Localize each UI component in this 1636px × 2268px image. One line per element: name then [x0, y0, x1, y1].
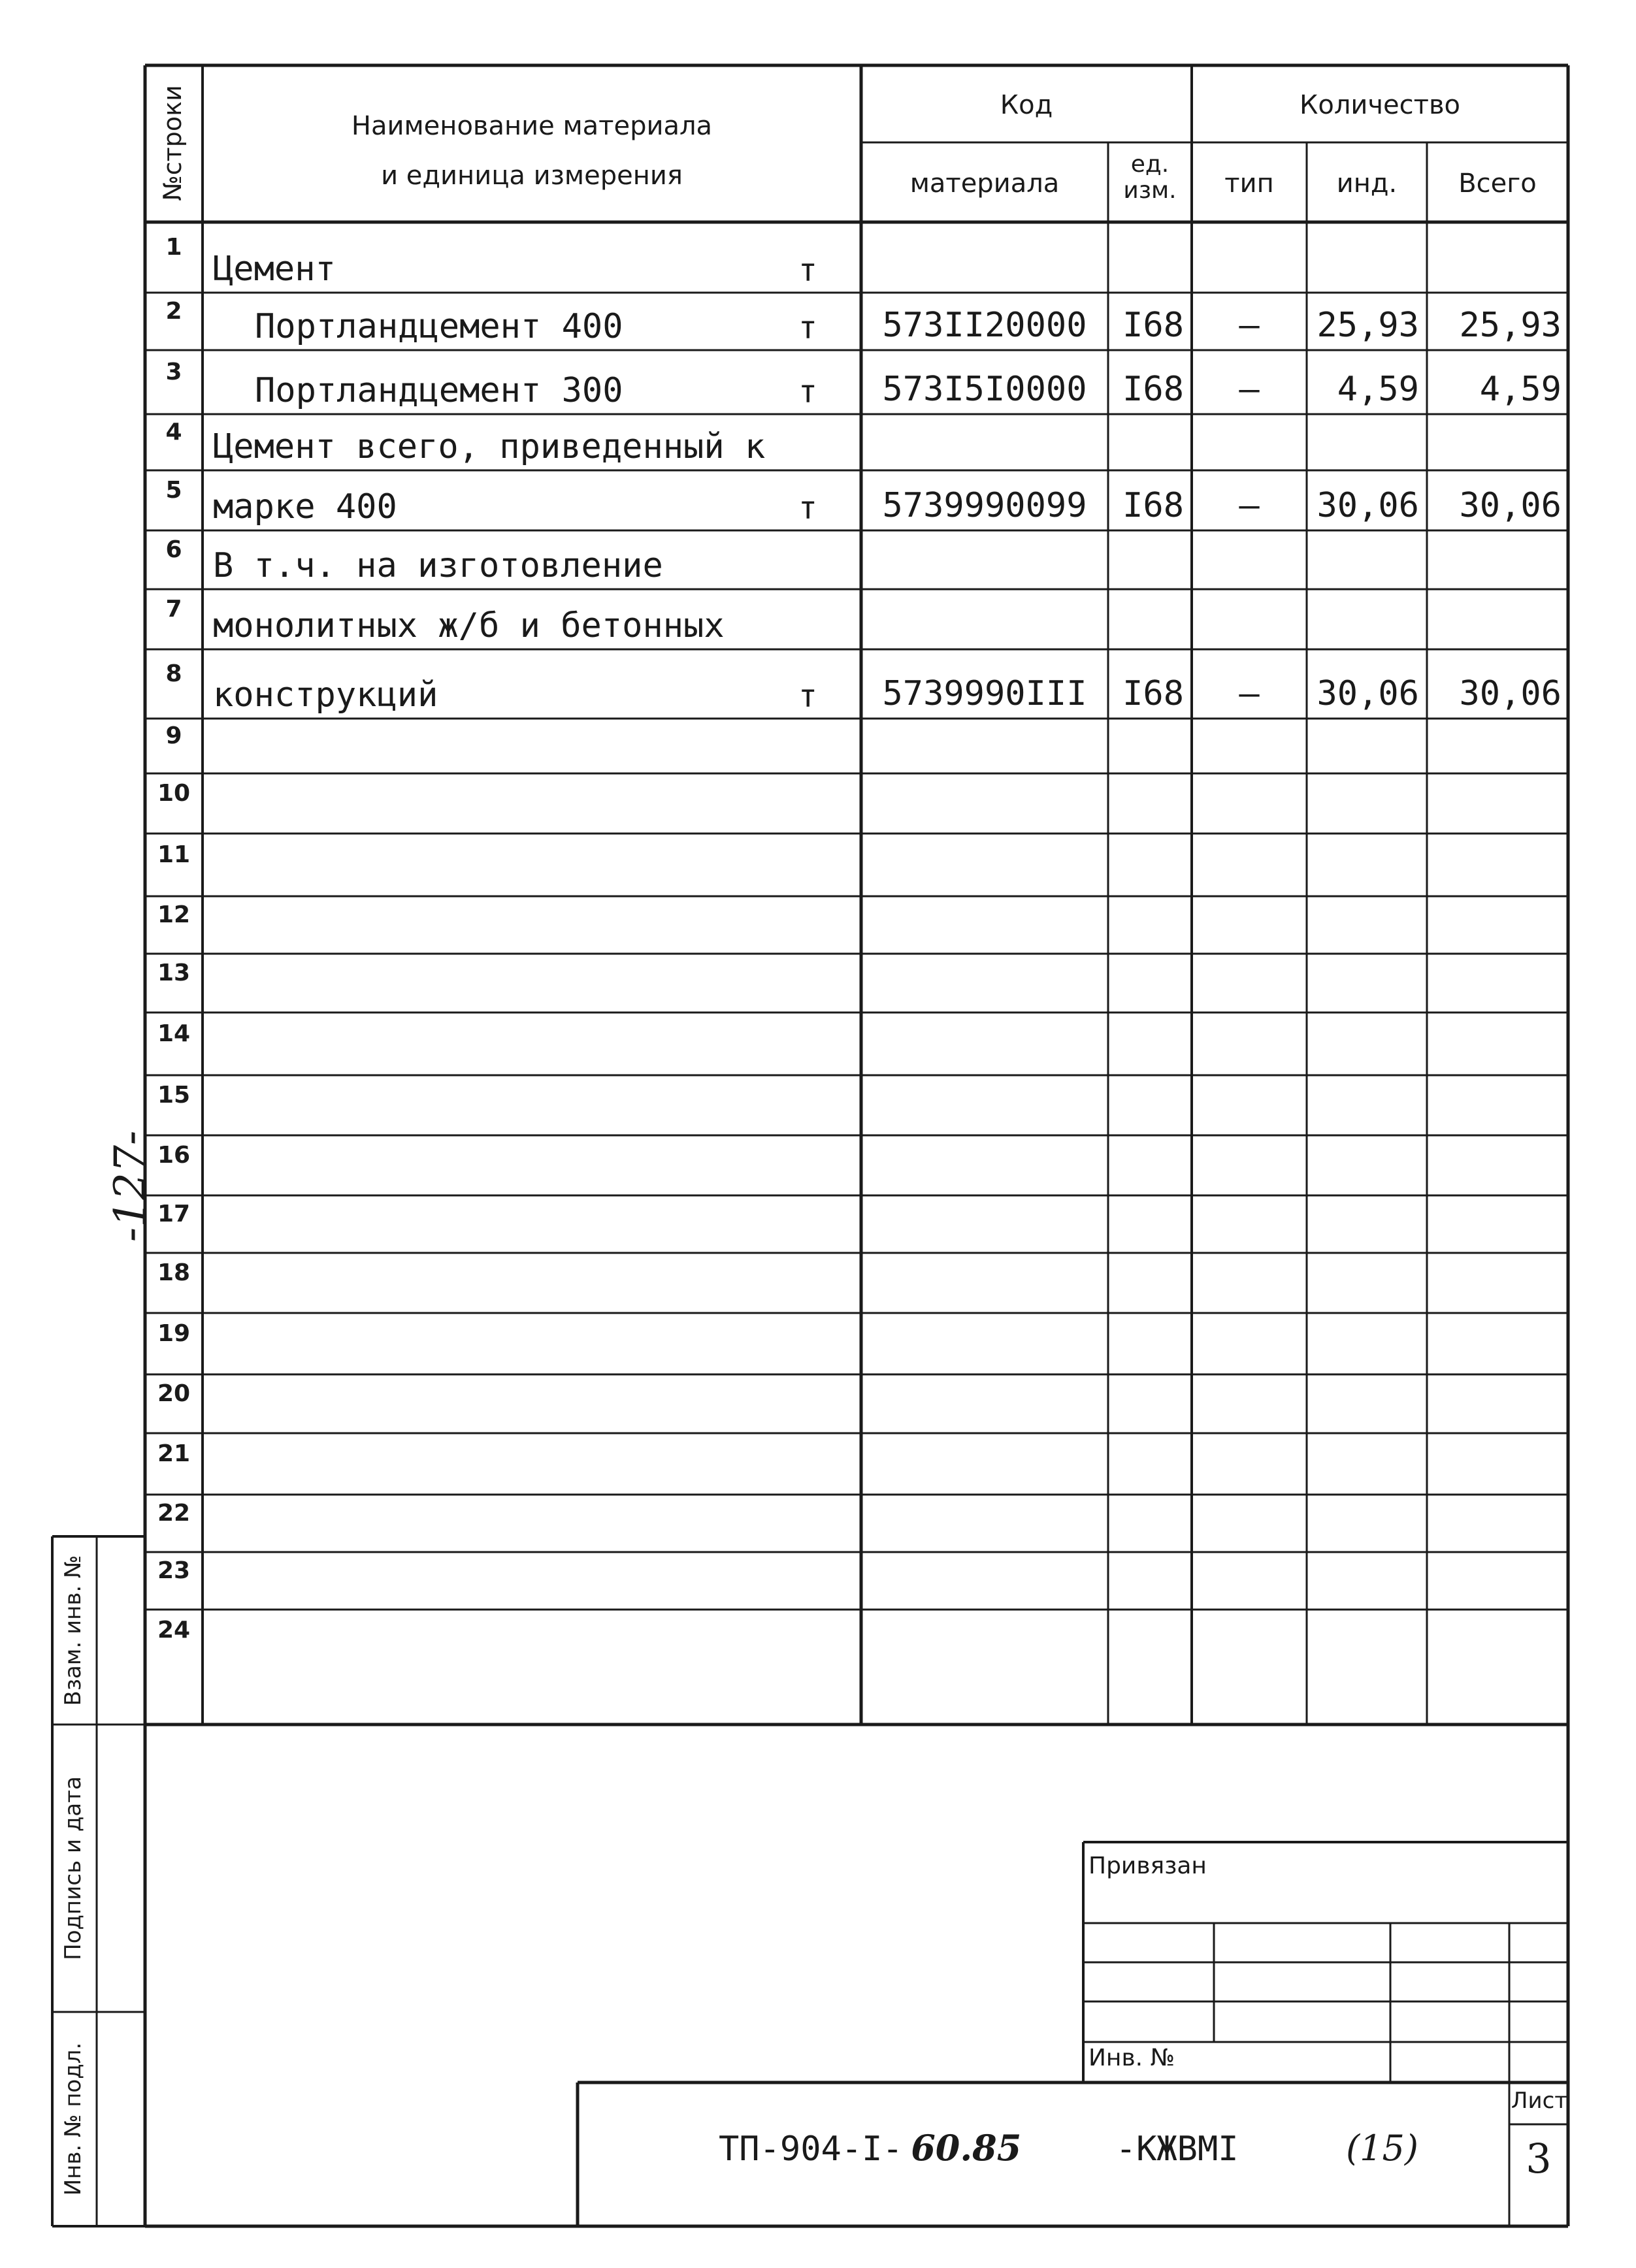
- doc-prefix: ТП-904-I-: [719, 2130, 903, 2169]
- material-code-cell: 573I5I0000: [882, 370, 1087, 409]
- row-number: 20: [157, 1380, 191, 1407]
- material-code-cell: 573II20000: [882, 306, 1087, 345]
- doc-handwritten: 60.85: [911, 2127, 1022, 2169]
- header-qty-type: тип: [1224, 169, 1274, 199]
- stamp-vzam-inv: Взам. инв. №: [60, 1555, 86, 1706]
- table-row: [145, 896, 1568, 954]
- row-number: 15: [157, 1082, 191, 1109]
- material-name-cell: монолитных ж/б и бетонных: [213, 606, 725, 645]
- row-number: 1: [165, 234, 182, 261]
- qty-total-cell: 30,06: [1459, 674, 1562, 713]
- table-row: [145, 1075, 1568, 1135]
- material-name-cell: Портландцемент 400: [255, 307, 623, 346]
- row-number: 7: [165, 596, 182, 623]
- material-name-cell: В т.ч. на изготовление: [213, 546, 663, 585]
- table-row: [145, 1135, 1568, 1195]
- header-code: Код: [1000, 90, 1053, 120]
- qty-total-cell: 4,59: [1479, 370, 1562, 409]
- inv-no-label: Инв. №: [1088, 2045, 1175, 2071]
- row-number: 12: [157, 901, 191, 928]
- doc-handwritten-2: (15): [1346, 2128, 1418, 2169]
- header-name-line2: и единица измерения: [381, 161, 683, 191]
- table-row: [145, 1433, 1568, 1495]
- row-number: 5: [165, 477, 182, 504]
- row-number: 14: [157, 1020, 191, 1047]
- table-row: [145, 1313, 1568, 1374]
- header-quantity: Количество: [1299, 90, 1460, 120]
- table-row: [145, 414, 1568, 470]
- material-name-cell: конструкций: [213, 675, 438, 715]
- unit-code-cell: I68: [1122, 306, 1184, 345]
- privyazan-label: Привязан: [1088, 1853, 1207, 1879]
- row-number: 21: [157, 1440, 191, 1467]
- row-number: 9: [165, 722, 182, 749]
- table-row: [145, 1552, 1568, 1610]
- row-number: 4: [165, 419, 182, 446]
- unit-code-cell: I68: [1122, 486, 1184, 525]
- unit-cell: т: [798, 490, 817, 526]
- row-number: 3: [165, 359, 182, 385]
- unit-code-cell: I68: [1122, 370, 1184, 409]
- qty-type-cell: –: [1239, 306, 1260, 345]
- stamp-inv-podl: Инв. № подл.: [60, 2042, 86, 2196]
- qty-total-cell: 25,93: [1459, 306, 1562, 345]
- header-code-unit: ед. изм.: [1123, 151, 1177, 204]
- qty-ind-cell: 25,93: [1317, 306, 1419, 345]
- row-number: 23: [157, 1557, 191, 1584]
- material-code-cell: 5739990099: [882, 486, 1087, 525]
- header-qty-total: Всего: [1458, 169, 1537, 199]
- table-row: [145, 470, 1568, 530]
- unit-cell: т: [798, 252, 817, 289]
- row-number: 10: [157, 780, 191, 807]
- unit-cell: т: [798, 374, 817, 410]
- sheet-number: 3: [1526, 2135, 1552, 2182]
- row-number: 13: [157, 960, 191, 986]
- header-name-line1: Наименование материала: [351, 111, 713, 141]
- row-number: 11: [157, 841, 191, 868]
- row-number: 8: [165, 660, 182, 687]
- row-number: 2: [165, 298, 182, 325]
- table-row: [145, 589, 1568, 649]
- doc-suffix: -КЖВМI: [1115, 2130, 1239, 2169]
- header-row-number: №строки: [158, 85, 187, 201]
- unit-code-cell: I68: [1122, 674, 1184, 713]
- table-row: [145, 1195, 1568, 1253]
- row-number: 16: [157, 1142, 191, 1169]
- qty-ind-cell: 4,59: [1337, 370, 1419, 409]
- material-name-cell: Портландцемент 300: [255, 371, 623, 410]
- row-number: 6: [165, 536, 182, 563]
- row-number: 19: [157, 1320, 191, 1347]
- qty-type-cell: –: [1239, 486, 1260, 525]
- qty-ind-cell: 30,06: [1317, 674, 1419, 713]
- table-row: [145, 954, 1568, 1012]
- unit-cell: т: [798, 678, 817, 715]
- table-row: [145, 1374, 1568, 1433]
- qty-type-cell: –: [1239, 370, 1260, 409]
- table-row: [145, 293, 1568, 350]
- row-number: 17: [157, 1201, 191, 1227]
- header-qty-ind: инд.: [1336, 169, 1398, 199]
- material-name-cell: марке 400: [213, 487, 397, 526]
- unit-cell: т: [798, 310, 817, 346]
- document-code: [719, 2127, 1418, 2169]
- qty-ind-cell: 30,06: [1317, 486, 1419, 525]
- row-number: 18: [157, 1259, 191, 1286]
- material-code-cell: 5739990III: [882, 674, 1087, 713]
- table-row: [145, 1012, 1568, 1075]
- sheet-label: Лист: [1511, 2088, 1568, 2114]
- table-row: [145, 1495, 1568, 1552]
- table-row: [145, 719, 1568, 773]
- table-row: [145, 649, 1568, 719]
- material-name-cell: Цемент всего, приведенный к: [213, 427, 766, 466]
- table-row: [145, 350, 1568, 414]
- row-number: 22: [157, 1500, 191, 1527]
- table-row: [145, 773, 1568, 834]
- qty-type-cell: –: [1239, 674, 1260, 713]
- page-number: -127-: [105, 1130, 155, 1242]
- table-row: [145, 530, 1568, 589]
- row-number: 24: [157, 1617, 191, 1644]
- table-row: [145, 834, 1568, 896]
- table-row: [145, 222, 1568, 293]
- stamp-podpis-data: Подпись и дата: [60, 1776, 86, 1960]
- qty-total-cell: 30,06: [1459, 486, 1562, 525]
- table-row: [145, 1253, 1568, 1313]
- material-name-cell: Цемент: [213, 250, 336, 289]
- header-code-material: материала: [909, 169, 1060, 199]
- table-row: [145, 1610, 1568, 1671]
